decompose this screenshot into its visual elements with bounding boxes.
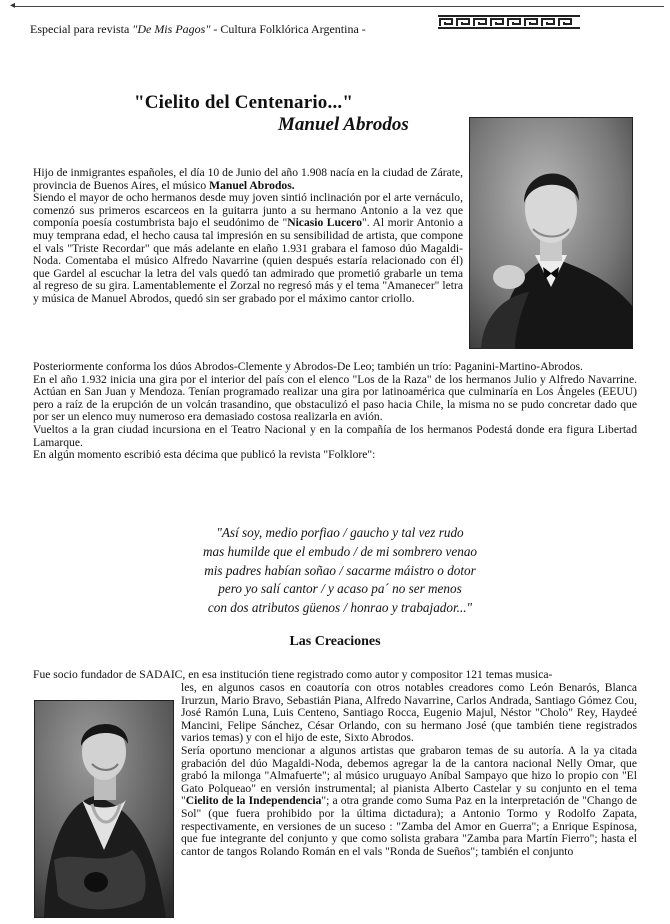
header-rule [14,6,664,7]
bio-paragraph-4: En el año 1.932 inicia una gira por el interior del país con el elenco "Los de la Raza" de los hermanos Julio y Alfredo Navarrine. Actúan en San Juan y Mendoza. Tenían programado realizar una gira por latinoamérica que culminaría en Los Ángeles (EEUU) pero a raíz de la erupción de un volcán trasandino, que obstaculizó el paso hacia Chile, la misma no se pudo concretar dado que por ser un elenco muy numeroso era demasiado costosa realizarla en avión. [33,372,637,424]
bio-pseudonym-bold: Nicasio Lucero [287,216,363,230]
portrait-photo-abrodos-guitar [34,700,174,918]
section-heading-creaciones: Las Creaciones [289,634,381,649]
biography-intro [33,167,463,306]
bio-paragraph-2a: Siendo el mayor de ocho hermanos desde muy joven sintió inclinación por el arte vernáculo, comenzó sus primeros escarceos en la guitarra junto a su hermano Antonio a la vez que componía poesía costumbrista bajo el seudónimo de " [33,191,463,230]
creaciones-paragraph-1: les, en algunos casos en coautoría con otros notables creadores como León Benarós, Blanca Irurzun, Mario Bravo, Sebastián Piana, Alfredo Navarrine, Carlos Andrada, Santiago Gómez Cou, José Ramón Luna, Luis Centeno, Santiago Rocca, Eugenio Majul, Néstor "Cholo" Rey, Haydeé Mancini, Felipe Sánchez, César Orlando, con su hermano José (que también tiene registrados varios temas) y con el hijo de este, Sixto Abrodos. [181,681,637,745]
song-title-bold: Cielito de la Independencia [185,794,322,808]
creaciones-body [181,682,637,858]
bio-paragraph-3: Posteriormente conforma los dúos Abrodos-Clemente y Abrodos-De Leo; también un trío: Paganini-Martino-Abrodos. [33,360,583,373]
article-title: "Cielito del Centenario..." [134,92,354,113]
header-publication: "De Mis Pagos" [132,22,211,36]
creaciones-intro-line: Fue socio fundador de SADAIC, en esa institución tiene registrado como autor y compositor 121 temas musica- [33,668,553,681]
bio-paragraph-6: En algún momento escribió esta décima que publicó la revista "Folklore": [33,448,376,462]
decima-verse [160,524,520,618]
verse-line: mas humilde que el embudo / de mi sombrero venao [202,543,478,559]
creaciones-paragraph-2b: "; a otra grande como Suma Paz en la interpretación de "Chango de Sol" (que fuera prohibido por la última dictadura); a Antonio Tormo y Rodolfo Zapata, respectivamente, en versiones de un suceso : "Zamba del Amor en Guerra"; a Enrique Espinosa, que fue integrante del conjunto y que como solista grabara "Zamba para Martín Fierro"; hasta el cantor de tangos Rolando Román en el vals "Ronda de Sueños"; también el conjunto [181,794,637,858]
bio-paragraph-5: Vueltos a la gran ciudad incursiona en el Teatro Nacional y en la compañía de los hermanos Podestá donde era figura Libertad Lamarque. [33,422,637,449]
greca-ornament-icon [438,14,580,30]
header-suffix: - Cultura Folklórica Argentina - [213,22,366,36]
arrow-left-icon: ◂ [10,0,16,11]
biography-continued [33,361,637,462]
bio-paragraph-1: Hijo de inmigrantes españoles, el día 10 de Junio del año 1.908 nacía en la ciudad de Zárate, provincia de Buenos Aires, el músico [33,166,463,192]
verse-line: pero yo salí cantor / y acaso pa´ no ser menos [218,581,462,597]
verse-line: mis padres habían soñao / sacarme máistro o dotor [204,562,476,578]
article-author: Manuel Abrodos [278,114,409,135]
header-prefix: Especial para revista [30,22,130,36]
creaciones-paragraph-2a: Sería oportuno mencionar a algunos artistas que grabaron temas de su autoría. A la ya citada grabación del dúo Magaldi-Noda, debemos agregar la de la cantora nacional Nelly Omar, que grabó la milonga "Almafuerte"; al músico uruguayo Aníbal Sampayo que hizo lo propio con "El Gato Polqueao" en versión instrumental; al pianista Alberto Castelar y su conjunto en el tema " [181,743,637,808]
running-header [30,22,366,37]
verse-line: "Así soy, medio porfiao / gaucho y tal vez rudo [216,525,464,540]
bio-name-bold: Manuel Abrodos. [209,178,295,192]
bio-paragraph-2b: ". Al morir Antonio a muy temprana edad, el hecho causa tal impresión en su sensibilidad de artista, que compone el vals "Triste Recordar" que más adelante en elaño 1.931 grabara el famoso dúo Magaldi-Noda. Comentaba el músico Alfredo Navarrine (quien después estaría relacionado con él) que Gardel al escuchar la letra del vals quedó tan admirado que prometió grabarle un tema al regreso de su gira. Lamentablemente el Zorzal no regresó más y el tema "Amanecer" letra y música de Manuel Abrodos, quedó sin ser grabado por el máximo cantor criollo. [33,216,463,305]
portrait-photo-manuel-abrodos [469,117,633,349]
creaciones-paragraph-2 [181,745,637,858]
verse-line: con dos atributos güenos / honrao y trabajador..." [207,600,473,616]
